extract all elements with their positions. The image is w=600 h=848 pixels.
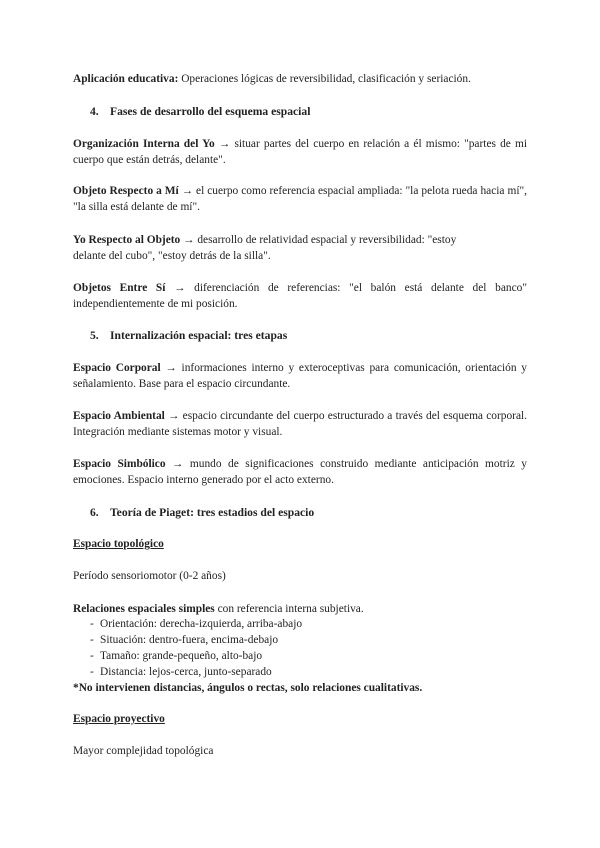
heading-section-6	[90, 505, 314, 521]
heading-title: Fases de desarrollo del esquema espacial	[110, 105, 311, 118]
text: → diferenciación de referencias: "el balón está delante del banco" independientemente de mi posición.	[73, 282, 527, 310]
paragraph-organizacion-interna	[73, 136, 527, 168]
text: → situar partes del cuerpo en relación a él mismo: "partes de mi cuerpo que están detrás, delante".	[73, 138, 528, 166]
paragraph-espacio-corporal	[73, 360, 527, 392]
text: con referencia interna subjetiva.	[214, 603, 364, 615]
relations-list	[73, 616, 527, 680]
text-line-2: delante del cubo", "estoy detrás de la silla".	[73, 250, 271, 262]
label: Objeto Respecto a Mí	[73, 185, 179, 197]
heading-number: 6.	[90, 506, 99, 519]
heading-title: Teoría de Piaget: tres estadios del espacio	[110, 506, 315, 519]
label: Objetos Entre Sí	[73, 282, 166, 294]
paragraph-objetos-entre-si	[73, 280, 527, 312]
paragraph-objeto-respecto	[73, 183, 527, 215]
label: Relaciones espaciales simples	[73, 603, 215, 615]
note-cualitativas: *No intervienen distancias, ángulos o rectas, solo relaciones cualitativas.	[73, 682, 423, 694]
paragraph-yo-respecto	[73, 232, 527, 264]
list-item: - Situación: dentro-fuera, encima-debajo	[73, 632, 527, 648]
paragraph-espacio-ambiental	[73, 408, 527, 440]
heading-number: 4.	[90, 105, 99, 118]
paragraph-aplicacion-educativa	[73, 71, 527, 87]
heading-section-5	[90, 328, 287, 344]
text-line-1: → desarrollo de relatividad espacial y reversibilidad: "estoy	[180, 234, 457, 246]
heading-section-4	[90, 104, 310, 120]
label: Espacio Ambiental	[73, 410, 165, 422]
heading-number: 5.	[90, 329, 99, 342]
paragraph-relaciones-espaciales	[73, 601, 527, 617]
subheading-espacio-topologico: Espacio topológico	[73, 538, 164, 550]
list-item: - Tamaño: grande-pequeño, alto-bajo	[73, 648, 527, 664]
text: → el cuerpo como referencia espacial ampliada: "la pelota rueda hacia mí", "la silla está delante de mí".	[73, 185, 527, 213]
list-item: - Orientación: derecha-izquierda, arriba-abajo	[73, 616, 527, 632]
text: → informaciones interno y exteroceptivas para comunicación, orientación y señalamiento. Base para el espacio circundante.	[73, 362, 527, 390]
subheading-espacio-proyectivo: Espacio proyectivo	[73, 713, 165, 725]
label: Espacio Corporal	[73, 362, 161, 374]
text: Operaciones lógicas de reversibilidad, clasificación y seriación.	[178, 73, 471, 85]
heading-title: Internalización espacial: tres etapas	[110, 329, 288, 342]
paragraph-espacio-simbolico	[73, 456, 527, 488]
list-item: - Distancia: lejos-cerca, junto-separado	[73, 664, 527, 680]
label: Organización Interna del Yo	[73, 138, 215, 150]
text: → mundo de significaciones construido mediante anticipación motriz y emociones. Espacio interno generado por el acto externo.	[73, 458, 527, 486]
paragraph-periodo: Período sensoriomotor (0-2 años)	[73, 570, 226, 582]
label: Yo Respecto al Objeto	[73, 234, 181, 246]
label: Espacio Simbólico	[73, 458, 166, 470]
text: → espacio circundante del cuerpo estructurado a través del esquema corporal. Integración mediante sistemas motor y visual.	[73, 410, 528, 438]
paragraph-mayor-complejidad: Mayor complejidad topológica	[73, 745, 214, 757]
label: Aplicación educativa:	[73, 73, 179, 85]
